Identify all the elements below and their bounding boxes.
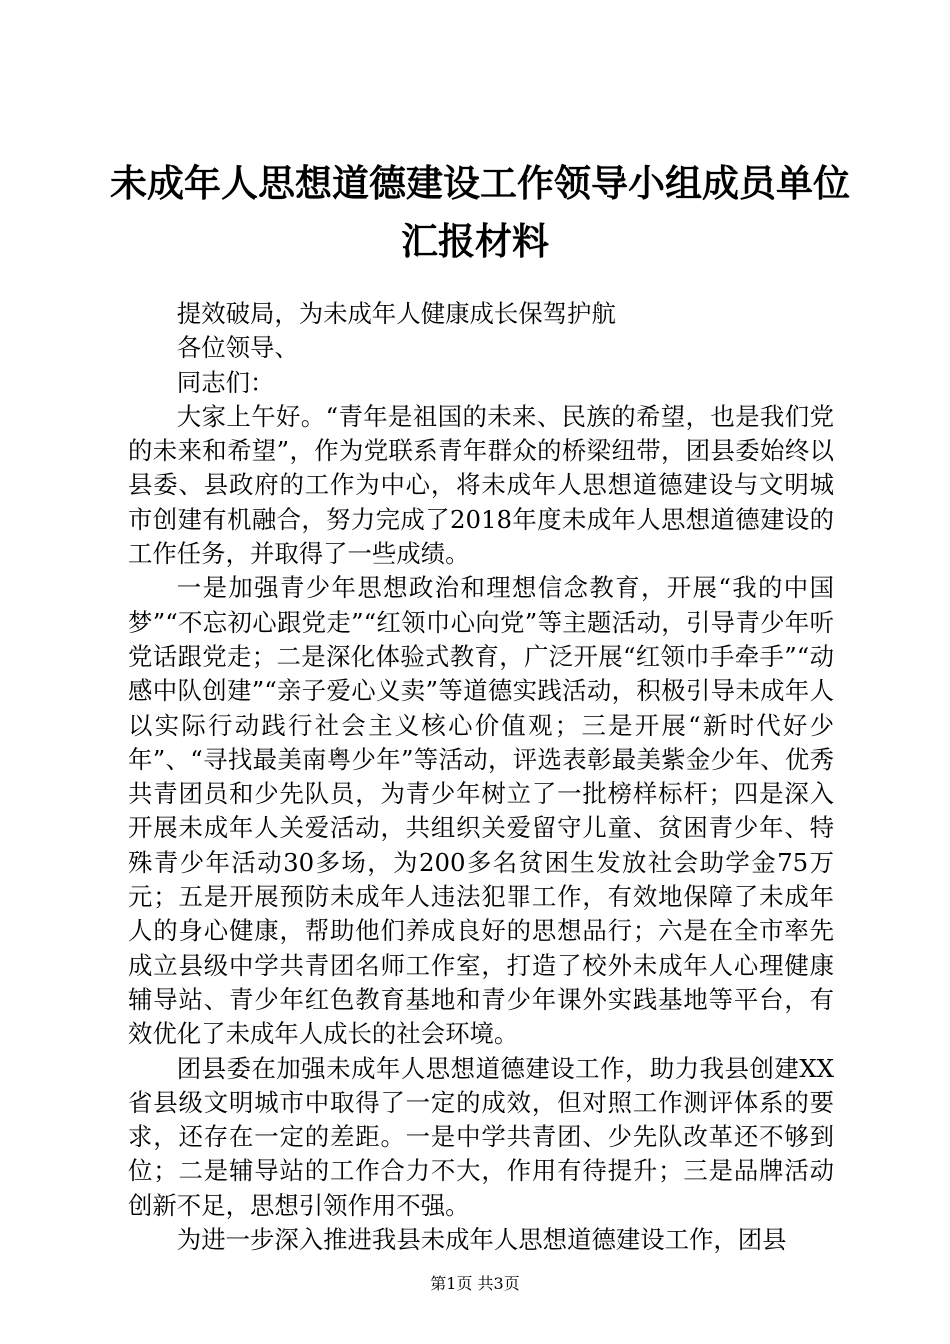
document-title-line-2: 汇报材料	[401, 219, 549, 263]
body-paragraph: 团县委在加强未成年人思想道德建设工作，助力我县创建XX省县级文明城市中取得了一定的成效，但对照工作测评体系的要求，还存在一定的差距。一是中学共青团、少先队改革还不够到位；二是辅导站的工作合力不大，作用有待提升；三是品牌活动创新不足，思想引领作用不强。	[128, 1053, 834, 1220]
salutation-paragraph: 同志们：	[176, 367, 275, 397]
body-paragraph: 一是加强青少年思想政治和理想信念教育，开展“我的中国梦”“不忘初心跟党走”“红领巾心向党”等主题活动，引导青少年听党话跟党走；二是深化体验式教育，广泛开展“红领巾手牵手”“动感中队创建”“亲子爱心义卖”等道德实践活动，积极引导未成年人以实际行动践行社会主义核心价值观；三是开展“新时代好少年”、“寻找最美南粤少年”等活动，评选表彰最美紫金少年、优秀共青团员和少先队员，为青少年树立了一批榜样标杆；四是深入开展未成年人关爱活动，共组织关爱留守儿童、贫困青少年、特殊青少年活动30多场，为200多名贫困生发放社会助学金75万元；五是开展预防未成年人违法犯罪工作，有效地保障了未成年人的身心健康，帮助他们养成良好的思想品行；六是在全市率先成立县级中学共青团名师工作室，打造了校外未成年人心理健康辅导站、青少年红色教育基地和青少年课外实践基地等平台，有效优化了未成年人成长的社会环境。	[128, 573, 834, 1049]
body-paragraph: 大家上午好。“青年是祖国的未来、民族的希望，也是我们党的未来和希望”，作为党联系青年群众的桥梁纽带，团县委始终以县委、县政府的工作为中心，将未成年人思想道德建设与文明城市创建有机融合，努力完成了2018年度未成年人思想道德建设的工作任务，并取得了一些成绩。	[128, 401, 834, 569]
document-title-line-1: 未成年人思想道德建设工作领导小组成员单位	[110, 161, 850, 205]
page-number-footer: 第1页 共3页	[430, 1274, 520, 1293]
salutation-paragraph: 各位领导、	[176, 333, 299, 363]
body-paragraph: 为进一步深入推进我县未成年人思想道德建设工作，团县	[176, 1225, 787, 1255]
document-body	[128, 297, 834, 1257]
subtitle-paragraph: 提效破局，为未成年人健康成长保驾护航	[176, 299, 616, 328]
